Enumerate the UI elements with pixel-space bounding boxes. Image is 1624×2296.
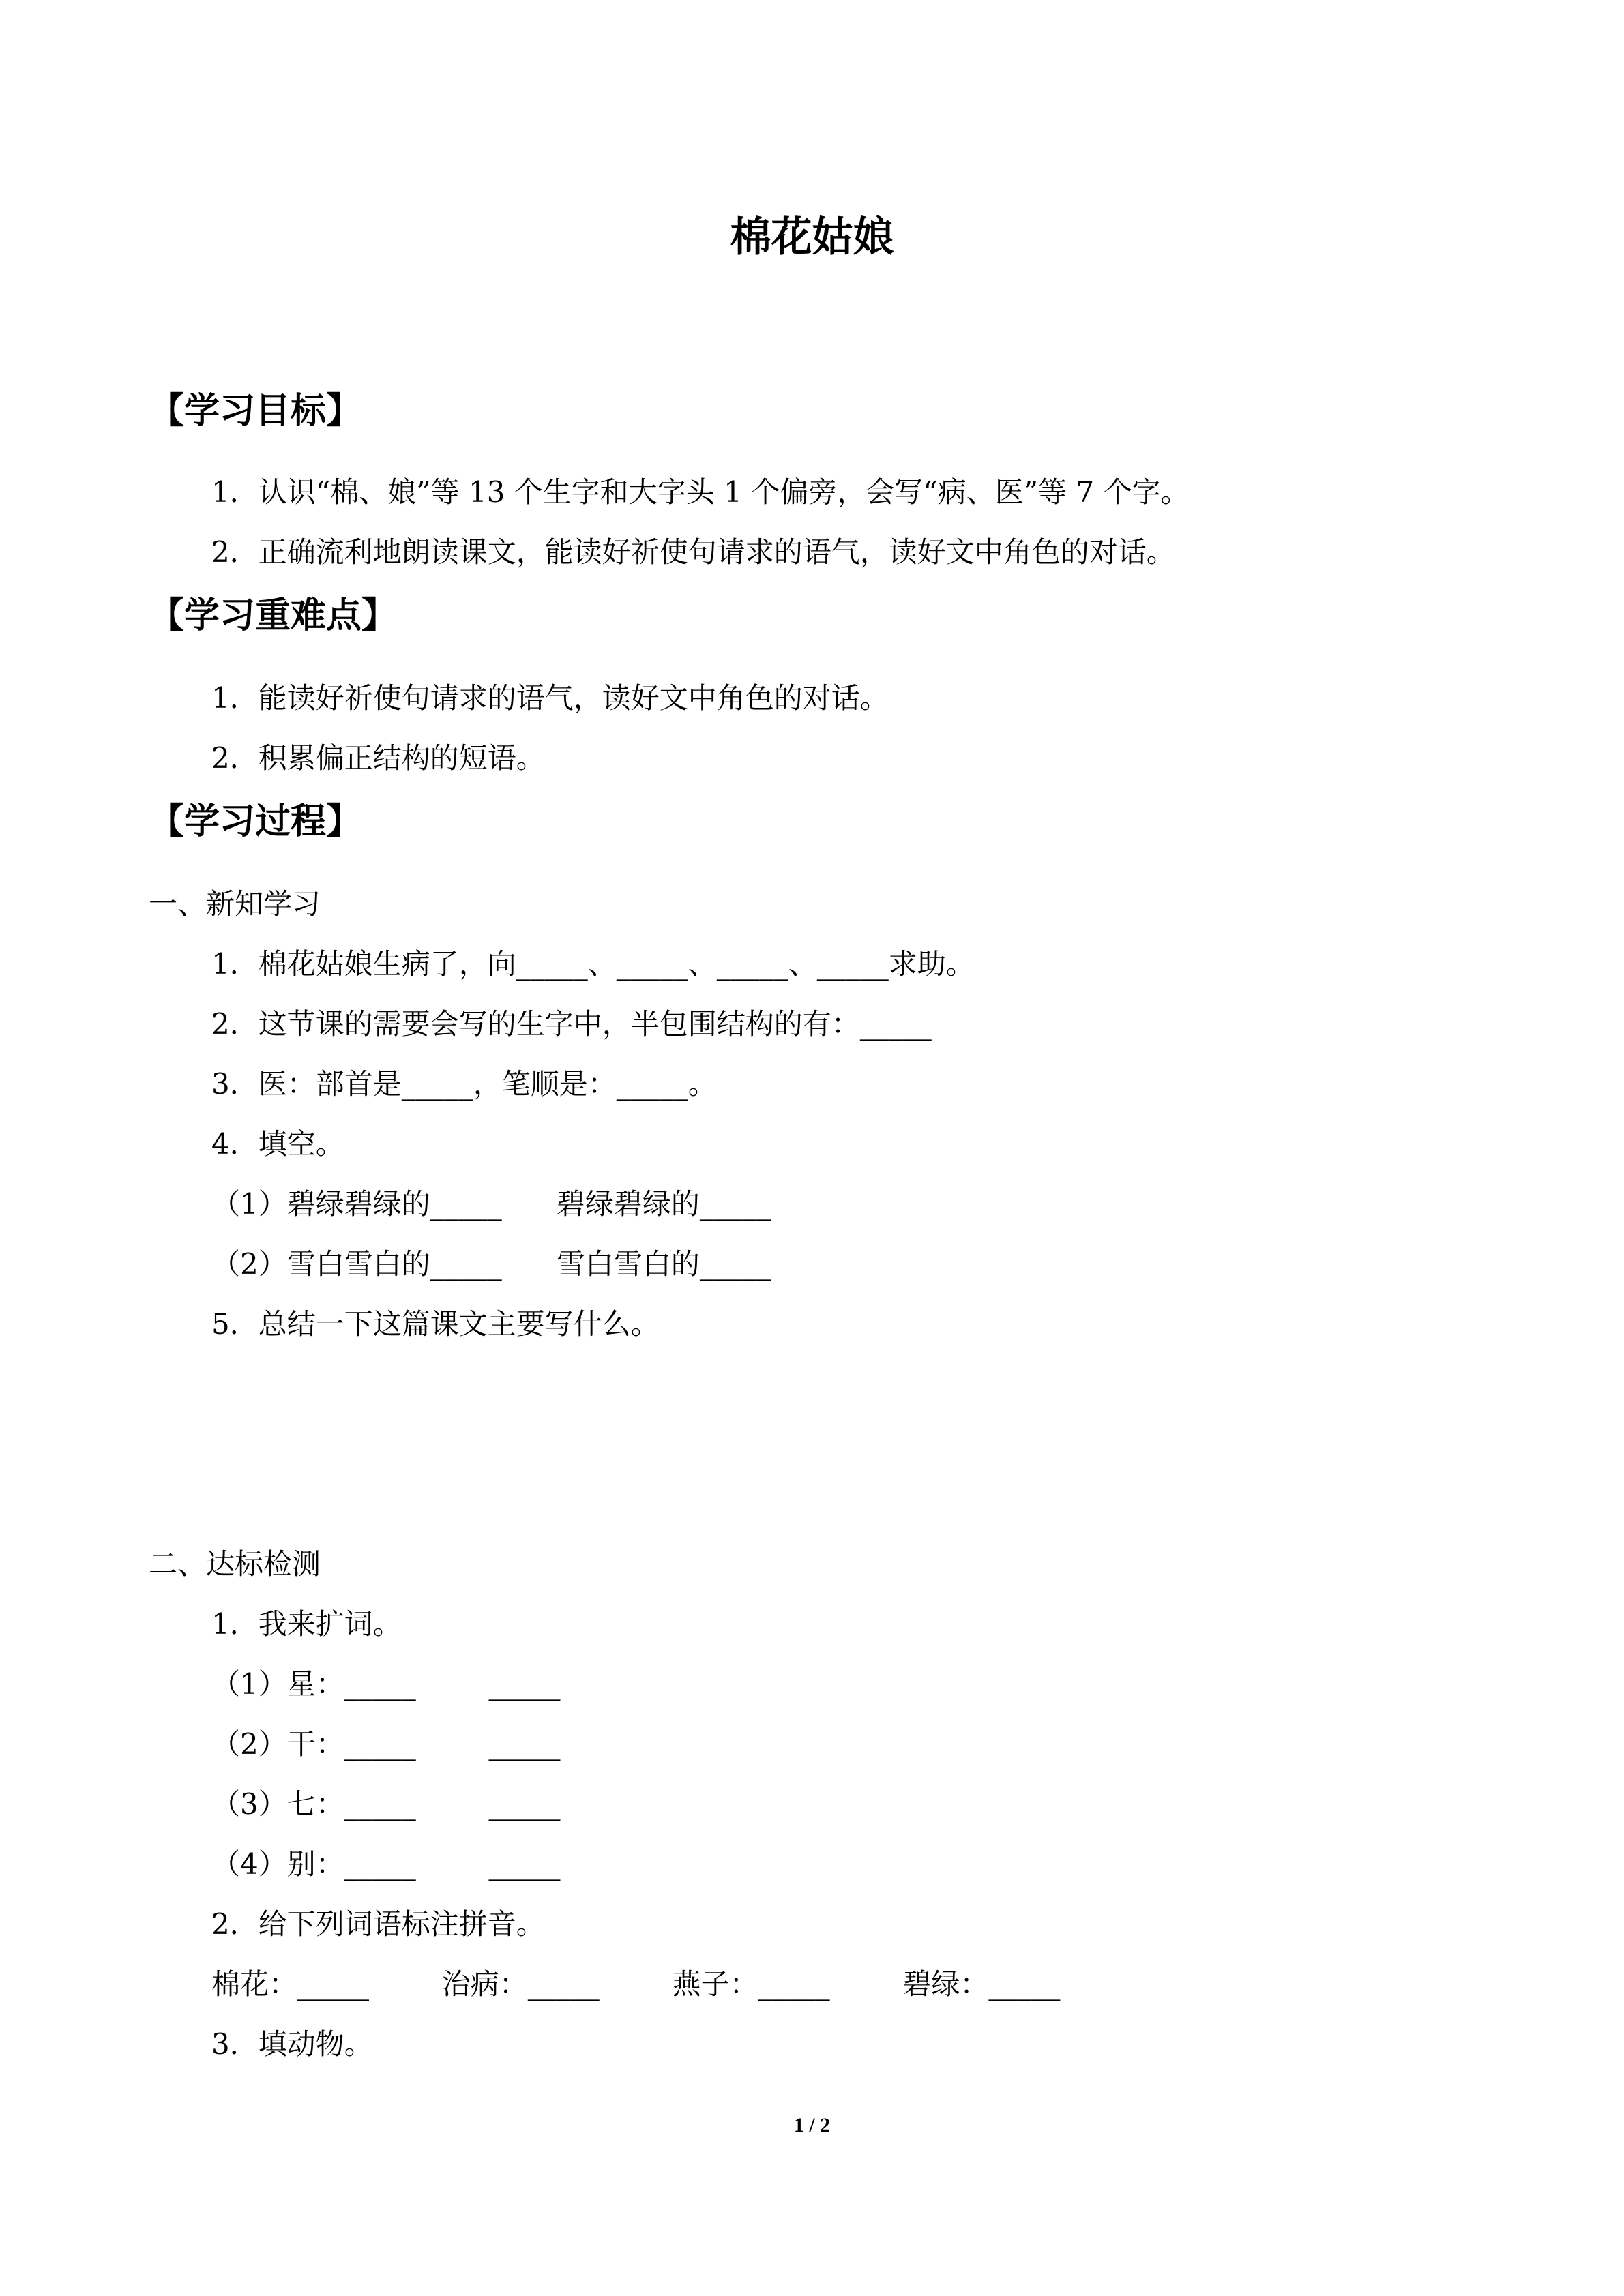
exercise-line: 3．医：部首是_____，笔顺是：_____。 [211,1067,717,1101]
goal-item-1: 1．认识“棉、娘”等 13 个生字和大字头 1 个偏旁，会写“病、医”等 7 个字。 [211,475,1190,509]
section-title-assessment: 二、达标检测 [149,1547,321,1581]
assessment-line: （4）别：_____ _____ [211,1847,561,1881]
section-title-new-knowledge: 一、新知学习 [149,887,321,921]
page-number: 1 / 2 [793,2114,831,2136]
exercise-line: 4．填空。 [211,1127,344,1161]
assessment-line: （2）干：_____ _____ [211,1727,561,1761]
exercise-line: 2．这节课的需要会写的生字中，半包围结构的有：_____ [211,1007,932,1041]
key-point-item-1: 1．能读好祈使句请求的语气，读好文中角色的对话。 [211,681,889,715]
heading-process: 【学习过程】 [149,801,362,842]
exercise-line: 1．棉花姑娘生病了，向_____、_____、_____、_____求助。 [211,947,975,981]
assessment-line: 3．填动物。 [211,2027,373,2061]
exercise-line: （2）雪白雪白的_____ 雪白雪白的_____ [211,1247,771,1281]
exercise-line: （1）碧绿碧绿的_____ 碧绿碧绿的_____ [211,1187,771,1221]
goal-item-2: 2．正确流利地朗读课文，能读好祈使句请求的语气，读好文中角色的对话。 [211,535,1175,569]
assessment-line: （3）七：_____ _____ [211,1787,561,1821]
assessment-line: 1．我来扩词。 [211,1607,402,1641]
heading-key-points: 【学习重难点】 [149,595,398,636]
page-title: 棉花姑娘 [730,213,894,261]
assessment-line: 棉花：_____ 治病：_____ 燕子：_____ 碧绿：_____ [211,1967,1061,2001]
assessment-line: 2．给下列词语标注拼音。 [211,1907,545,1941]
key-point-item-2: 2．积累偏正结构的短语。 [211,741,545,775]
assessment-line: （1）星：_____ _____ [211,1667,561,1701]
exercise-line: 5．总结一下这篇课文主要写什么。 [211,1307,660,1341]
heading-goals: 【学习目标】 [149,391,362,432]
